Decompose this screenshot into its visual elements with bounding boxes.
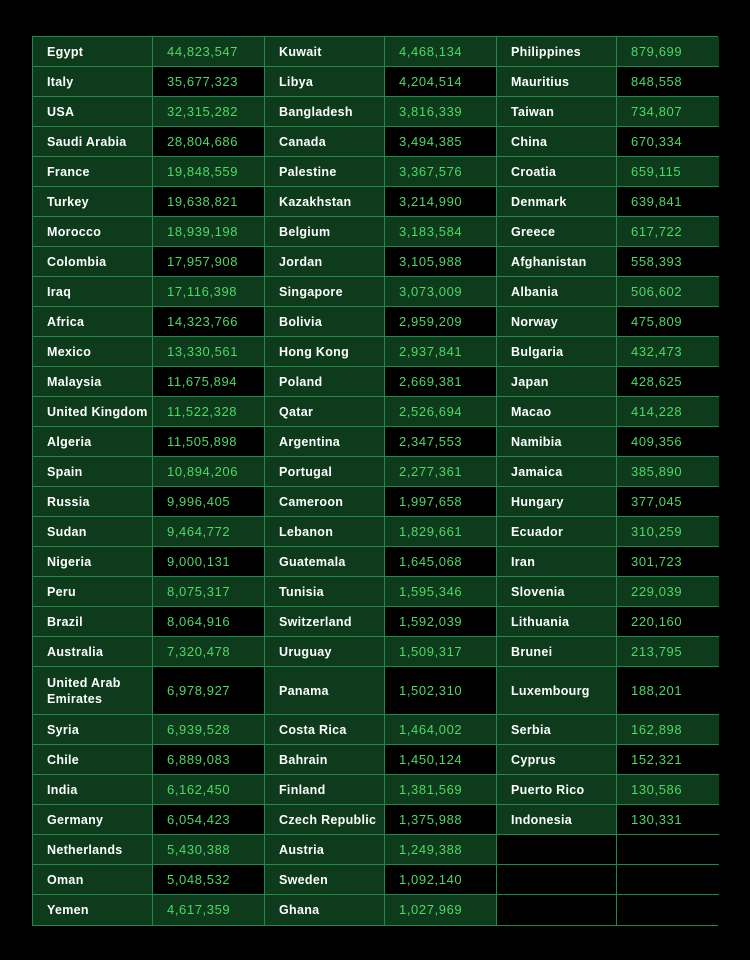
country-name-cell: Canada xyxy=(265,127,385,157)
value-cell: 9,000,131 xyxy=(153,547,265,577)
country-name-cell: Philippines xyxy=(497,37,617,67)
value-cell: 152,321 xyxy=(617,745,719,775)
country-name-cell: Sudan xyxy=(33,517,153,547)
value-cell: 130,331 xyxy=(617,805,719,835)
value-cell: 5,048,532 xyxy=(153,865,265,895)
empty-cell xyxy=(497,865,617,895)
value-cell: 1,464,002 xyxy=(385,715,497,745)
value-cell: 6,978,927 xyxy=(153,667,265,715)
value-cell: 32,315,282 xyxy=(153,97,265,127)
value-cell: 4,204,514 xyxy=(385,67,497,97)
country-name-cell: Oman xyxy=(33,865,153,895)
country-name-cell: Albania xyxy=(497,277,617,307)
country-name-cell: United Kingdom xyxy=(33,397,153,427)
value-cell: 475,809 xyxy=(617,307,719,337)
country-name-cell: Australia xyxy=(33,637,153,667)
country-name-cell: Bahrain xyxy=(265,745,385,775)
value-cell: 409,356 xyxy=(617,427,719,457)
country-value-table xyxy=(32,36,718,926)
country-name-cell: Norway xyxy=(497,307,617,337)
country-name-cell: Kuwait xyxy=(265,37,385,67)
country-name-cell: Serbia xyxy=(497,715,617,745)
value-cell: 2,959,209 xyxy=(385,307,497,337)
value-cell: 6,054,423 xyxy=(153,805,265,835)
value-cell: 1,645,068 xyxy=(385,547,497,577)
value-cell: 213,795 xyxy=(617,637,719,667)
value-cell: 558,393 xyxy=(617,247,719,277)
value-cell: 2,669,381 xyxy=(385,367,497,397)
country-name-cell: Indonesia xyxy=(497,805,617,835)
country-name-cell: Jamaica xyxy=(497,457,617,487)
value-cell: 310,259 xyxy=(617,517,719,547)
country-name-cell: Nigeria xyxy=(33,547,153,577)
country-name-cell: Belgium xyxy=(265,217,385,247)
country-name-cell: Turkey xyxy=(33,187,153,217)
value-cell: 848,558 xyxy=(617,67,719,97)
country-name-cell: Tunisia xyxy=(265,577,385,607)
country-name-cell: Mexico xyxy=(33,337,153,367)
country-name-cell: Jordan xyxy=(265,247,385,277)
country-name-cell: Colombia xyxy=(33,247,153,277)
value-cell: 6,889,083 xyxy=(153,745,265,775)
country-name-cell: Iraq xyxy=(33,277,153,307)
country-name-cell: India xyxy=(33,775,153,805)
country-name-cell: Lithuania xyxy=(497,607,617,637)
value-cell: 432,473 xyxy=(617,337,719,367)
value-cell: 28,804,686 xyxy=(153,127,265,157)
value-cell: 162,898 xyxy=(617,715,719,745)
country-name-cell: Panama xyxy=(265,667,385,715)
country-name-cell: Palestine xyxy=(265,157,385,187)
value-cell: 6,162,450 xyxy=(153,775,265,805)
value-cell: 8,075,317 xyxy=(153,577,265,607)
country-name-cell: Morocco xyxy=(33,217,153,247)
country-name-cell: United Arab Emirates xyxy=(33,667,153,715)
value-cell: 1,595,346 xyxy=(385,577,497,607)
value-cell: 18,939,198 xyxy=(153,217,265,247)
country-name-cell: Libya xyxy=(265,67,385,97)
country-name-cell: Lebanon xyxy=(265,517,385,547)
value-cell: 3,494,385 xyxy=(385,127,497,157)
country-name-cell: Mauritius xyxy=(497,67,617,97)
country-name-cell: Finland xyxy=(265,775,385,805)
value-cell: 3,105,988 xyxy=(385,247,497,277)
country-name-cell: Brazil xyxy=(33,607,153,637)
value-cell: 1,249,388 xyxy=(385,835,497,865)
country-name-cell: Hong Kong xyxy=(265,337,385,367)
country-name-cell: Taiwan xyxy=(497,97,617,127)
value-cell: 3,073,009 xyxy=(385,277,497,307)
country-name-cell: Ecuador xyxy=(497,517,617,547)
value-cell: 617,722 xyxy=(617,217,719,247)
value-cell: 1,092,140 xyxy=(385,865,497,895)
value-cell: 9,996,405 xyxy=(153,487,265,517)
country-name-cell: Africa xyxy=(33,307,153,337)
value-cell: 4,617,359 xyxy=(153,895,265,925)
country-name-cell: Japan xyxy=(497,367,617,397)
value-cell: 3,214,990 xyxy=(385,187,497,217)
empty-cell xyxy=(617,835,719,865)
country-name-cell: Luxembourg xyxy=(497,667,617,715)
value-cell: 1,829,661 xyxy=(385,517,497,547)
country-name-cell: Uruguay xyxy=(265,637,385,667)
value-cell: 377,045 xyxy=(617,487,719,517)
country-name-cell: Austria xyxy=(265,835,385,865)
value-cell: 188,201 xyxy=(617,667,719,715)
value-cell: 10,894,206 xyxy=(153,457,265,487)
value-cell: 11,505,898 xyxy=(153,427,265,457)
country-name-cell: Qatar xyxy=(265,397,385,427)
country-name-cell: Portugal xyxy=(265,457,385,487)
country-name-cell: Spain xyxy=(33,457,153,487)
value-cell: 670,334 xyxy=(617,127,719,157)
value-cell: 4,468,134 xyxy=(385,37,497,67)
value-cell: 5,430,388 xyxy=(153,835,265,865)
value-cell: 1,375,988 xyxy=(385,805,497,835)
country-name-cell: Slovenia xyxy=(497,577,617,607)
country-name-cell: Puerto Rico xyxy=(497,775,617,805)
country-name-cell: Iran xyxy=(497,547,617,577)
country-name-cell: Sweden xyxy=(265,865,385,895)
country-name-cell: Egypt xyxy=(33,37,153,67)
value-cell: 428,625 xyxy=(617,367,719,397)
value-cell: 220,160 xyxy=(617,607,719,637)
value-cell: 9,464,772 xyxy=(153,517,265,547)
value-cell: 1,592,039 xyxy=(385,607,497,637)
value-cell: 1,509,317 xyxy=(385,637,497,667)
value-cell: 301,723 xyxy=(617,547,719,577)
country-name-cell: Czech Republic xyxy=(265,805,385,835)
value-cell: 3,816,339 xyxy=(385,97,497,127)
country-name-cell: Ghana xyxy=(265,895,385,925)
country-name-cell: Costa Rica xyxy=(265,715,385,745)
country-name-cell: Bolivia xyxy=(265,307,385,337)
value-cell: 8,064,916 xyxy=(153,607,265,637)
country-name-cell: Cyprus xyxy=(497,745,617,775)
value-cell: 1,997,658 xyxy=(385,487,497,517)
country-name-cell: Macao xyxy=(497,397,617,427)
value-cell: 17,957,908 xyxy=(153,247,265,277)
country-name-cell: Greece xyxy=(497,217,617,247)
country-name-cell: Malaysia xyxy=(33,367,153,397)
value-cell: 1,450,124 xyxy=(385,745,497,775)
country-name-cell: China xyxy=(497,127,617,157)
value-cell: 734,807 xyxy=(617,97,719,127)
empty-cell xyxy=(497,895,617,925)
value-cell: 1,027,969 xyxy=(385,895,497,925)
value-cell: 6,939,528 xyxy=(153,715,265,745)
country-name-cell: Denmark xyxy=(497,187,617,217)
country-name-cell: Netherlands xyxy=(33,835,153,865)
country-name-cell: Argentina xyxy=(265,427,385,457)
value-cell: 130,586 xyxy=(617,775,719,805)
country-name-cell: Afghanistan xyxy=(497,247,617,277)
value-cell: 1,381,569 xyxy=(385,775,497,805)
country-name-cell: Namibia xyxy=(497,427,617,457)
value-cell: 3,367,576 xyxy=(385,157,497,187)
value-cell: 385,890 xyxy=(617,457,719,487)
value-cell: 44,823,547 xyxy=(153,37,265,67)
value-cell: 13,330,561 xyxy=(153,337,265,367)
value-cell: 2,347,553 xyxy=(385,427,497,457)
value-cell: 2,937,841 xyxy=(385,337,497,367)
value-cell: 3,183,584 xyxy=(385,217,497,247)
country-name-cell: Bangladesh xyxy=(265,97,385,127)
value-cell: 879,699 xyxy=(617,37,719,67)
country-name-cell: Brunei xyxy=(497,637,617,667)
country-name-cell: Yemen xyxy=(33,895,153,925)
country-name-cell: Chile xyxy=(33,745,153,775)
value-cell: 1,502,310 xyxy=(385,667,497,715)
country-name-cell: Kazakhstan xyxy=(265,187,385,217)
value-cell: 17,116,398 xyxy=(153,277,265,307)
country-name-cell: France xyxy=(33,157,153,187)
country-name-cell: Bulgaria xyxy=(497,337,617,367)
country-name-cell: Italy xyxy=(33,67,153,97)
country-name-cell: Cameroon xyxy=(265,487,385,517)
country-name-cell: Saudi Arabia xyxy=(33,127,153,157)
value-cell: 414,228 xyxy=(617,397,719,427)
value-cell: 2,526,694 xyxy=(385,397,497,427)
value-cell: 2,277,361 xyxy=(385,457,497,487)
value-cell: 14,323,766 xyxy=(153,307,265,337)
value-cell: 506,602 xyxy=(617,277,719,307)
value-cell: 11,675,894 xyxy=(153,367,265,397)
value-cell: 229,039 xyxy=(617,577,719,607)
country-name-cell: Hungary xyxy=(497,487,617,517)
empty-cell xyxy=(617,895,719,925)
country-name-cell: Germany xyxy=(33,805,153,835)
value-cell: 659,115 xyxy=(617,157,719,187)
country-name-cell: Peru xyxy=(33,577,153,607)
value-cell: 7,320,478 xyxy=(153,637,265,667)
value-cell: 639,841 xyxy=(617,187,719,217)
country-name-cell: Algeria xyxy=(33,427,153,457)
value-cell: 11,522,328 xyxy=(153,397,265,427)
value-cell: 19,638,821 xyxy=(153,187,265,217)
country-name-cell: Switzerland xyxy=(265,607,385,637)
country-name-cell: Russia xyxy=(33,487,153,517)
country-name-cell: Poland xyxy=(265,367,385,397)
country-name-cell: Singapore xyxy=(265,277,385,307)
country-name-cell: Syria xyxy=(33,715,153,745)
country-name-cell: Guatemala xyxy=(265,547,385,577)
empty-cell xyxy=(497,835,617,865)
country-name-cell: Croatia xyxy=(497,157,617,187)
value-cell: 19,848,559 xyxy=(153,157,265,187)
empty-cell xyxy=(617,865,719,895)
country-name-cell: USA xyxy=(33,97,153,127)
value-cell: 35,677,323 xyxy=(153,67,265,97)
